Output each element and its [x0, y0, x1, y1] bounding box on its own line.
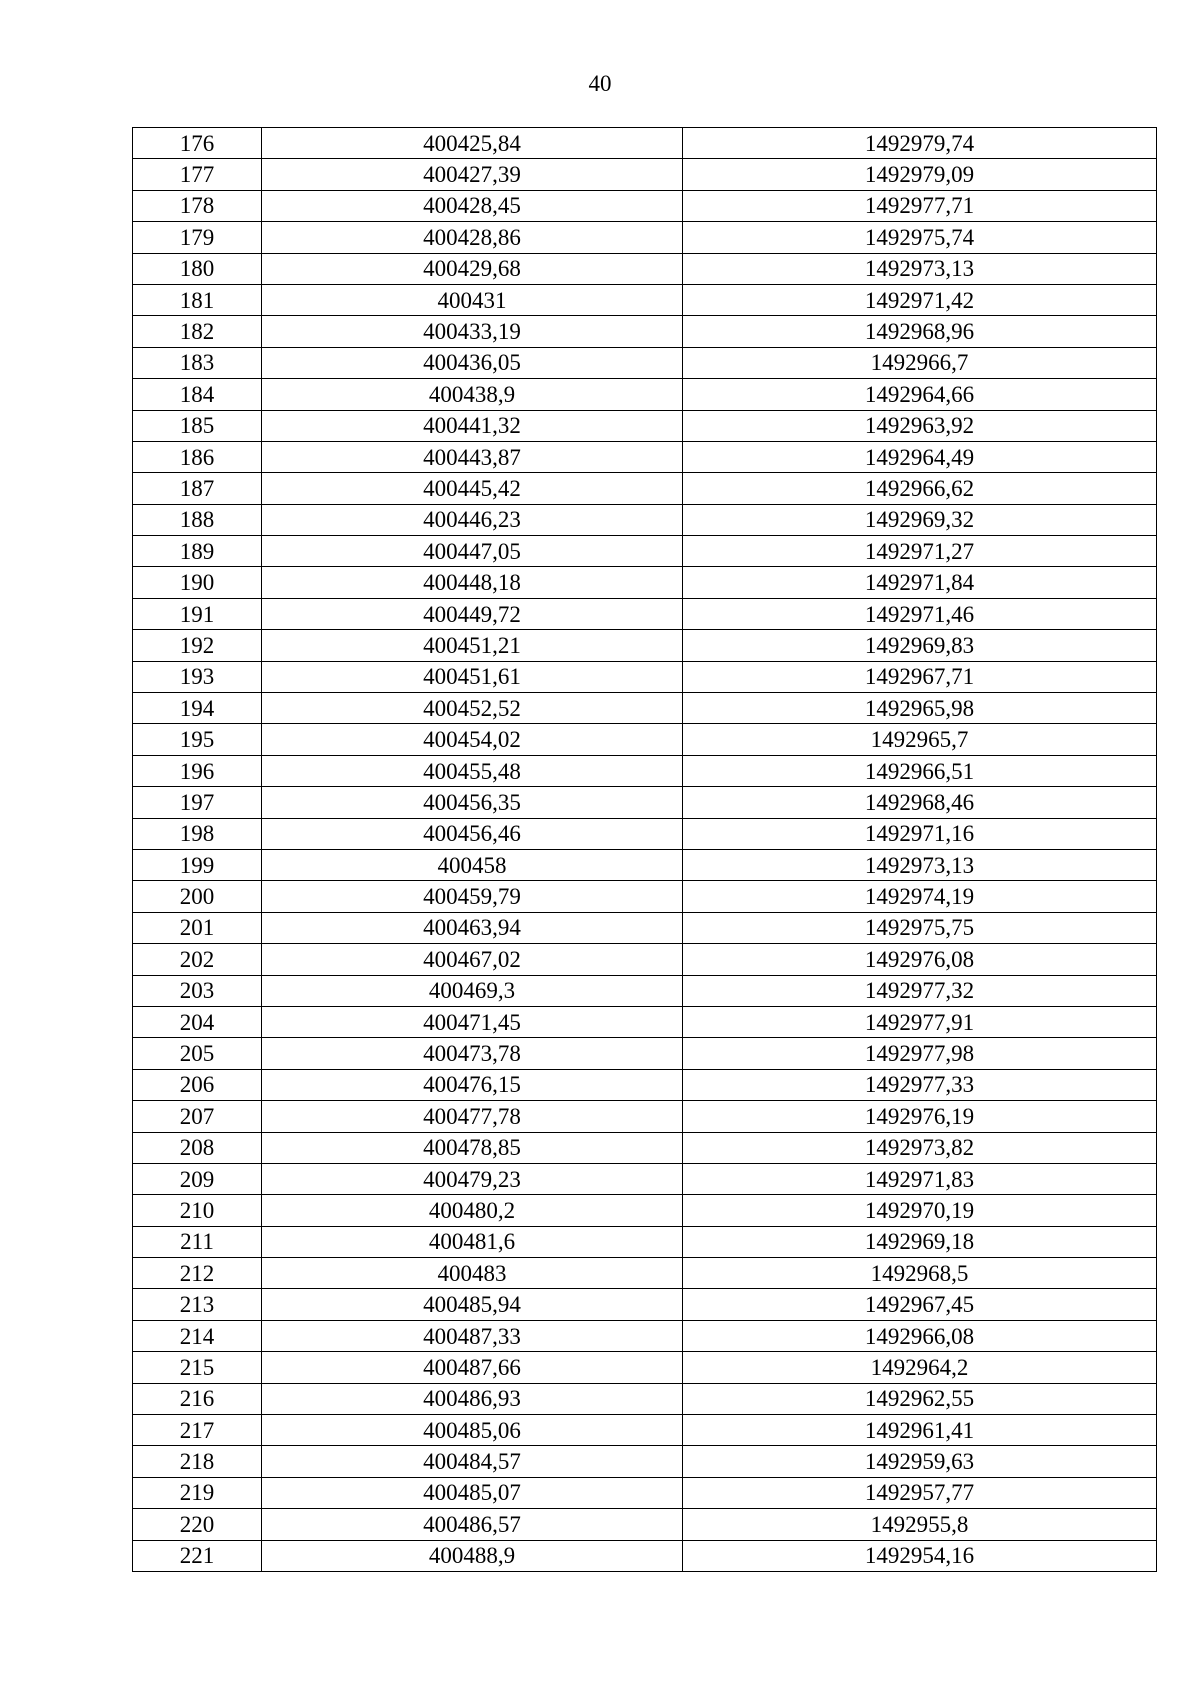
- table-row: [133, 849, 1157, 880]
- x-coordinate-cell: 400458: [262, 849, 683, 880]
- x-coordinate-cell: 400428,45: [262, 190, 683, 221]
- point-number-cell: 200: [133, 881, 262, 912]
- x-coordinate-cell: 400459,79: [262, 881, 683, 912]
- y-coordinate-cell: 1492973,13: [683, 849, 1157, 880]
- x-coordinate-cell: 400455,48: [262, 755, 683, 786]
- x-coordinate-cell: 400479,23: [262, 1163, 683, 1194]
- y-coordinate-cell: 1492968,46: [683, 787, 1157, 818]
- x-coordinate-cell: 400456,46: [262, 818, 683, 849]
- table-row: [133, 128, 1157, 159]
- y-coordinate-cell: 1492973,13: [683, 253, 1157, 284]
- point-number-cell: 182: [133, 316, 262, 347]
- y-coordinate-cell: 1492976,19: [683, 1101, 1157, 1132]
- y-coordinate-cell: 1492977,98: [683, 1038, 1157, 1069]
- table-row: [133, 441, 1157, 472]
- y-coordinate-cell: 1492969,32: [683, 504, 1157, 535]
- x-coordinate-cell: 400456,35: [262, 787, 683, 818]
- table-row: [133, 410, 1157, 441]
- point-number-cell: 203: [133, 975, 262, 1006]
- y-coordinate-cell: 1492969,83: [683, 630, 1157, 661]
- table-row: [133, 1195, 1157, 1226]
- y-coordinate-cell: 1492963,92: [683, 410, 1157, 441]
- y-coordinate-cell: 1492966,7: [683, 347, 1157, 378]
- point-number-cell: 185: [133, 410, 262, 441]
- table-row: [133, 1446, 1157, 1477]
- x-coordinate-cell: 400449,72: [262, 598, 683, 629]
- x-coordinate-cell: 400484,57: [262, 1446, 683, 1477]
- point-number-cell: 190: [133, 567, 262, 598]
- point-number-cell: 202: [133, 944, 262, 975]
- point-number-cell: 211: [133, 1226, 262, 1257]
- x-coordinate-cell: 400436,05: [262, 347, 683, 378]
- table-row: [133, 504, 1157, 535]
- x-coordinate-cell: 400485,07: [262, 1477, 683, 1508]
- point-number-cell: 178: [133, 190, 262, 221]
- x-coordinate-cell: 400477,78: [262, 1101, 683, 1132]
- x-coordinate-cell: 400447,05: [262, 536, 683, 567]
- table-row: [133, 1006, 1157, 1037]
- point-number-cell: 206: [133, 1069, 262, 1100]
- x-coordinate-cell: 400483: [262, 1258, 683, 1289]
- x-coordinate-cell: 400485,94: [262, 1289, 683, 1320]
- x-coordinate-cell: 400485,06: [262, 1415, 683, 1446]
- point-number-cell: 188: [133, 504, 262, 535]
- x-coordinate-cell: 400441,32: [262, 410, 683, 441]
- y-coordinate-cell: 1492971,46: [683, 598, 1157, 629]
- point-number-cell: 198: [133, 818, 262, 849]
- page-number: 40: [588, 71, 612, 96]
- y-coordinate-cell: 1492964,49: [683, 441, 1157, 472]
- table-row: [133, 190, 1157, 221]
- table-row: [133, 630, 1157, 661]
- point-number-cell: 210: [133, 1195, 262, 1226]
- x-coordinate-cell: 400478,85: [262, 1132, 683, 1163]
- table-row: [133, 222, 1157, 253]
- point-number-cell: 184: [133, 379, 262, 410]
- x-coordinate-cell: 400438,9: [262, 379, 683, 410]
- x-coordinate-cell: 400445,42: [262, 473, 683, 504]
- table-row: [133, 159, 1157, 190]
- point-number-cell: 209: [133, 1163, 262, 1194]
- y-coordinate-cell: 1492969,18: [683, 1226, 1157, 1257]
- x-coordinate-cell: 400446,23: [262, 504, 683, 535]
- y-coordinate-cell: 1492966,62: [683, 473, 1157, 504]
- table-row: [133, 1258, 1157, 1289]
- y-coordinate-cell: 1492971,16: [683, 818, 1157, 849]
- point-number-cell: 201: [133, 912, 262, 943]
- x-coordinate-cell: 400486,57: [262, 1509, 683, 1540]
- y-coordinate-cell: 1492976,08: [683, 944, 1157, 975]
- x-coordinate-cell: 400481,6: [262, 1226, 683, 1257]
- y-coordinate-cell: 1492964,66: [683, 379, 1157, 410]
- table-row: [133, 1289, 1157, 1320]
- table-row: [133, 1509, 1157, 1540]
- y-coordinate-cell: 1492967,71: [683, 661, 1157, 692]
- table-row: [133, 1320, 1157, 1351]
- y-coordinate-cell: 1492965,7: [683, 724, 1157, 755]
- x-coordinate-cell: 400467,02: [262, 944, 683, 975]
- x-coordinate-cell: 400454,02: [262, 724, 683, 755]
- point-number-cell: 208: [133, 1132, 262, 1163]
- y-coordinate-cell: 1492959,63: [683, 1446, 1157, 1477]
- y-coordinate-cell: 1492975,75: [683, 912, 1157, 943]
- point-number-cell: 217: [133, 1415, 262, 1446]
- y-coordinate-cell: 1492971,83: [683, 1163, 1157, 1194]
- table-row: [133, 1101, 1157, 1132]
- point-number-cell: 207: [133, 1101, 262, 1132]
- x-coordinate-cell: 400476,15: [262, 1069, 683, 1100]
- y-coordinate-cell: 1492967,45: [683, 1289, 1157, 1320]
- x-coordinate-cell: 400487,33: [262, 1320, 683, 1351]
- coordinates-table-body: [133, 128, 1157, 1572]
- point-number-cell: 205: [133, 1038, 262, 1069]
- y-coordinate-cell: 1492979,09: [683, 159, 1157, 190]
- y-coordinate-cell: 1492973,82: [683, 1132, 1157, 1163]
- table-row: [133, 1132, 1157, 1163]
- table-row: [133, 379, 1157, 410]
- y-coordinate-cell: 1492977,71: [683, 190, 1157, 221]
- point-number-cell: 212: [133, 1258, 262, 1289]
- y-coordinate-cell: 1492968,96: [683, 316, 1157, 347]
- y-coordinate-cell: 1492975,74: [683, 222, 1157, 253]
- point-number-cell: 213: [133, 1289, 262, 1320]
- x-coordinate-cell: 400487,66: [262, 1352, 683, 1383]
- y-coordinate-cell: 1492979,74: [683, 128, 1157, 159]
- x-coordinate-cell: 400429,68: [262, 253, 683, 284]
- table-row: [133, 661, 1157, 692]
- table-row: [133, 912, 1157, 943]
- x-coordinate-cell: 400443,87: [262, 441, 683, 472]
- table-row: [133, 536, 1157, 567]
- point-number-cell: 216: [133, 1383, 262, 1414]
- point-number-cell: 196: [133, 755, 262, 786]
- table-row: [133, 1540, 1157, 1571]
- x-coordinate-cell: 400488,9: [262, 1540, 683, 1571]
- point-number-cell: 183: [133, 347, 262, 378]
- x-coordinate-cell: 400486,93: [262, 1383, 683, 1414]
- table-row: [133, 284, 1157, 315]
- point-number-cell: 214: [133, 1320, 262, 1351]
- table-row: [133, 1226, 1157, 1257]
- point-number-cell: 194: [133, 693, 262, 724]
- table-row: [133, 567, 1157, 598]
- y-coordinate-cell: 1492962,55: [683, 1383, 1157, 1414]
- y-coordinate-cell: 1492966,51: [683, 755, 1157, 786]
- point-number-cell: 191: [133, 598, 262, 629]
- point-number-cell: 215: [133, 1352, 262, 1383]
- x-coordinate-cell: 400451,21: [262, 630, 683, 661]
- table-row: [133, 1069, 1157, 1100]
- table-row: [133, 881, 1157, 912]
- table-row: [133, 724, 1157, 755]
- table-row: [133, 253, 1157, 284]
- table-row: [133, 693, 1157, 724]
- table-row: [133, 818, 1157, 849]
- table-row: [133, 787, 1157, 818]
- point-number-cell: 186: [133, 441, 262, 472]
- y-coordinate-cell: 1492957,77: [683, 1477, 1157, 1508]
- table-row: [133, 1352, 1157, 1383]
- table-row: [133, 1415, 1157, 1446]
- x-coordinate-cell: 400452,52: [262, 693, 683, 724]
- y-coordinate-cell: 1492977,91: [683, 1006, 1157, 1037]
- y-coordinate-cell: 1492964,2: [683, 1352, 1157, 1383]
- table-row: [133, 944, 1157, 975]
- point-number-cell: 176: [133, 128, 262, 159]
- x-coordinate-cell: 400431: [262, 284, 683, 315]
- y-coordinate-cell: 1492977,33: [683, 1069, 1157, 1100]
- y-coordinate-cell: 1492965,98: [683, 693, 1157, 724]
- y-coordinate-cell: 1492955,8: [683, 1509, 1157, 1540]
- x-coordinate-cell: 400480,2: [262, 1195, 683, 1226]
- point-number-cell: 218: [133, 1446, 262, 1477]
- point-number-cell: 199: [133, 849, 262, 880]
- point-number-cell: 189: [133, 536, 262, 567]
- point-number-cell: 193: [133, 661, 262, 692]
- y-coordinate-cell: 1492971,42: [683, 284, 1157, 315]
- coordinates-table: [132, 127, 1157, 1572]
- point-number-cell: 187: [133, 473, 262, 504]
- x-coordinate-cell: 400433,19: [262, 316, 683, 347]
- point-number-cell: 220: [133, 1509, 262, 1540]
- table-row: [133, 1383, 1157, 1414]
- x-coordinate-cell: 400473,78: [262, 1038, 683, 1069]
- y-coordinate-cell: 1492970,19: [683, 1195, 1157, 1226]
- point-number-cell: 180: [133, 253, 262, 284]
- y-coordinate-cell: 1492954,16: [683, 1540, 1157, 1571]
- table-row: [133, 473, 1157, 504]
- y-coordinate-cell: 1492968,5: [683, 1258, 1157, 1289]
- point-number-cell: 219: [133, 1477, 262, 1508]
- table-row: [133, 598, 1157, 629]
- x-coordinate-cell: 400469,3: [262, 975, 683, 1006]
- point-number-cell: 192: [133, 630, 262, 661]
- y-coordinate-cell: 1492961,41: [683, 1415, 1157, 1446]
- table-row: [133, 1163, 1157, 1194]
- table-row: [133, 1038, 1157, 1069]
- y-coordinate-cell: 1492974,19: [683, 881, 1157, 912]
- point-number-cell: 179: [133, 222, 262, 253]
- table-row: [133, 347, 1157, 378]
- table-row: [133, 1477, 1157, 1508]
- y-coordinate-cell: 1492971,27: [683, 536, 1157, 567]
- table-row: [133, 316, 1157, 347]
- x-coordinate-cell: 400463,94: [262, 912, 683, 943]
- table-row: [133, 755, 1157, 786]
- point-number-cell: 177: [133, 159, 262, 190]
- y-coordinate-cell: 1492966,08: [683, 1320, 1157, 1351]
- x-coordinate-cell: 400425,84: [262, 128, 683, 159]
- point-number-cell: 195: [133, 724, 262, 755]
- x-coordinate-cell: 400448,18: [262, 567, 683, 598]
- x-coordinate-cell: 400428,86: [262, 222, 683, 253]
- y-coordinate-cell: 1492971,84: [683, 567, 1157, 598]
- point-number-cell: 197: [133, 787, 262, 818]
- table-row: [133, 975, 1157, 1006]
- x-coordinate-cell: 400471,45: [262, 1006, 683, 1037]
- point-number-cell: 221: [133, 1540, 262, 1571]
- point-number-cell: 181: [133, 284, 262, 315]
- x-coordinate-cell: 400451,61: [262, 661, 683, 692]
- y-coordinate-cell: 1492977,32: [683, 975, 1157, 1006]
- point-number-cell: 204: [133, 1006, 262, 1037]
- x-coordinate-cell: 400427,39: [262, 159, 683, 190]
